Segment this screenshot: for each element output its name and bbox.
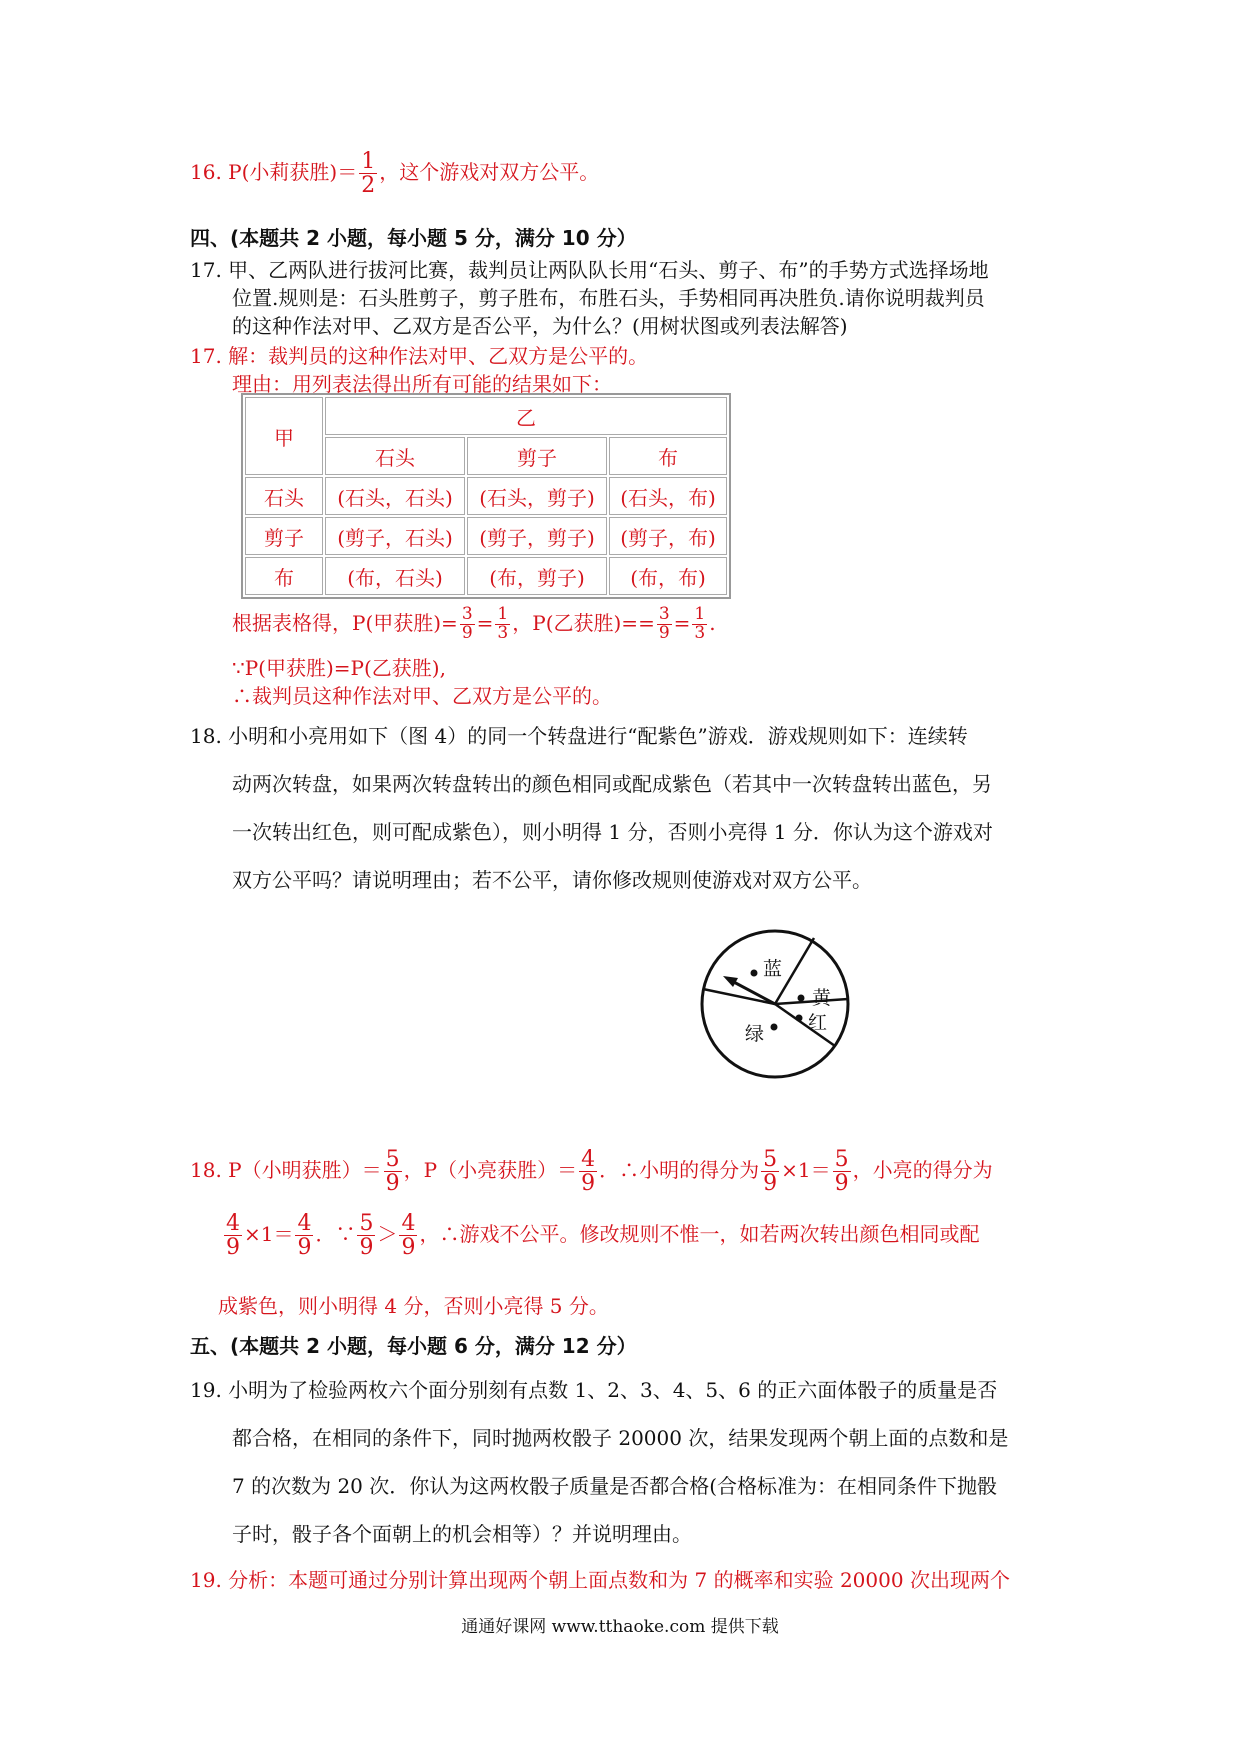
- q19-line-4: 子时，骰子各个面朝上的机会相等）？并说明理由。: [232, 1522, 692, 1546]
- table-cell: (剪子，石头): [325, 517, 465, 555]
- table-row: [245, 517, 727, 555]
- label-green: 绿: [745, 1023, 765, 1045]
- table-cell: (剪子，布): [609, 517, 727, 555]
- label-yellow: 黄: [812, 987, 832, 1009]
- q18-line-1: 18. 小明和小亮用如下（图 4）的同一个转盘进行“配紫色”游戏．游戏规则如下：连续转: [190, 724, 968, 748]
- table-cell: (布，石头): [325, 557, 465, 595]
- q17-probability: 根据表格得，P(甲获胜)= $\frac{3}{9}$ = $\frac{1}{3}$ ，P(乙获胜)== $\frac{3}{9}$ = $\frac{1}{3}$ .: [232, 604, 716, 643]
- col-header: 石头: [325, 437, 465, 475]
- section-5-heading: 五、(本题共 2 小题，每小题 6 分，满分 12 分）: [190, 1334, 637, 1358]
- page-footer: 通通好课网 www.tthaoke.com 提供下载: [461, 1617, 779, 1637]
- table-top-header: 乙: [325, 397, 727, 435]
- q18-answer-line-3: 成紫色，则小明得 4 分，否则小亮得 5 分。: [218, 1294, 609, 1318]
- row-header: 石头: [245, 477, 323, 515]
- q18-line-3: 一次转出红色，则可配成紫色），则小明得 1 分，否则小亮得 1 分．你认为这个游戏对: [232, 820, 993, 844]
- col-header: 布: [609, 437, 727, 475]
- q17-answer-line-1: 17. 解：裁判员的这种作法对甲、乙双方是公平的。: [190, 344, 649, 368]
- table-cell: (石头，剪子): [467, 477, 607, 515]
- row-header: 布: [245, 557, 323, 595]
- q17-line-1: 17. 甲、乙两队进行拔河比赛，裁判员让两队队长用“石头、剪子、布”的手势方式选择场地: [190, 258, 989, 282]
- q17-line-3: 的这种作法对甲、乙双方是否公平，为什么？(用树状图或列表法解答): [232, 314, 848, 338]
- table-cell: (布，布): [609, 557, 727, 595]
- table-cell: (石头，石头): [325, 477, 465, 515]
- table-row: [245, 557, 727, 595]
- q17-because: ∵P(甲获胜)=P(乙获胜),: [232, 656, 446, 680]
- q19-line-3: 7 的次数为 20 次．你认为这两枚骰子质量是否都合格(合格标准为：在相同条件下抛骰: [232, 1474, 998, 1498]
- q17-answer-line-2: 理由：用列表法得出所有可能的结果如下：: [232, 372, 612, 396]
- table-corner: 甲: [245, 397, 323, 475]
- table-cell: (石头，布): [609, 477, 727, 515]
- q17-line-2: 位置.规则是：石头胜剪子，剪子胜布，布胜石头，手势相同再决胜负.请你说明裁判员: [232, 286, 985, 310]
- dot: [751, 970, 758, 977]
- q19-line-1: 19. 小明为了检验两枚六个面分别刻有点数 1、2、3、4、5、6 的正六面体骰子的质量是否: [190, 1378, 998, 1402]
- q18-answer-line-2: $\frac{4}{9}$ ×1＝ $\frac{4}{9}$ ．∵ $\frac{5}{9}$ ＞ $\frac{4}{9}$ ，∴游戏不公平。修改规则不惟一，如若两次转出颜色相同或配: [226, 1211, 980, 1261]
- outcome-table: [241, 393, 731, 599]
- q17-therefore: ∴裁判员这种作法对甲、乙双方是公平的。: [232, 684, 612, 708]
- table-row: [245, 477, 727, 515]
- q19-answer-line-1: 19. 分析：本题可通过分别计算出现两个朝上面点数和为 7 的概率和实验 20000 次出现两个: [190, 1568, 1010, 1592]
- table-row: [245, 397, 727, 435]
- q18-answer-line-1: 18. P（小明获胜）＝ $\frac{5}{9}$ ，P（小亮获胜）＝ $\frac{4}{9}$ ．∴小明的得分为 $\frac{5}{9}$ ×1＝ $\frac{5}{9}$ ，小亮的得分为: [190, 1147, 993, 1197]
- q19-line-2: 都合格，在相同的条件下，同时抛两枚骰子 20000 次，结果发现两个朝上面的点数和是: [232, 1426, 1009, 1450]
- section-4-heading: 四、(本题共 2 小题，每小题 5 分，满分 10 分）: [190, 226, 637, 250]
- dot: [771, 1024, 778, 1031]
- label-red: 红: [808, 1012, 828, 1034]
- table-cell: (布，剪子): [467, 557, 607, 595]
- q18-line-4: 双方公平吗？请说明理由；若不公平，请你修改规则使游戏对双方公平。: [232, 868, 872, 892]
- spinner-figure: [690, 924, 860, 1084]
- table-cell: (剪子，剪子): [467, 517, 607, 555]
- fraction: $\frac{1}{2}$: [361, 149, 376, 199]
- label-blue: 蓝: [763, 958, 783, 980]
- row-header: 剪子: [245, 517, 323, 555]
- dot: [798, 995, 805, 1002]
- q16-answer: 16. P(小莉获胜)＝ $\frac{1}{2}$ ，这个游戏对双方公平。: [190, 149, 600, 199]
- q18-line-2: 动两次转盘，如果两次转盘转出的颜色相同或配成紫色（若其中一次转盘转出蓝色，另: [232, 772, 992, 796]
- dot: [796, 1015, 803, 1022]
- col-header: 剪子: [467, 437, 607, 475]
